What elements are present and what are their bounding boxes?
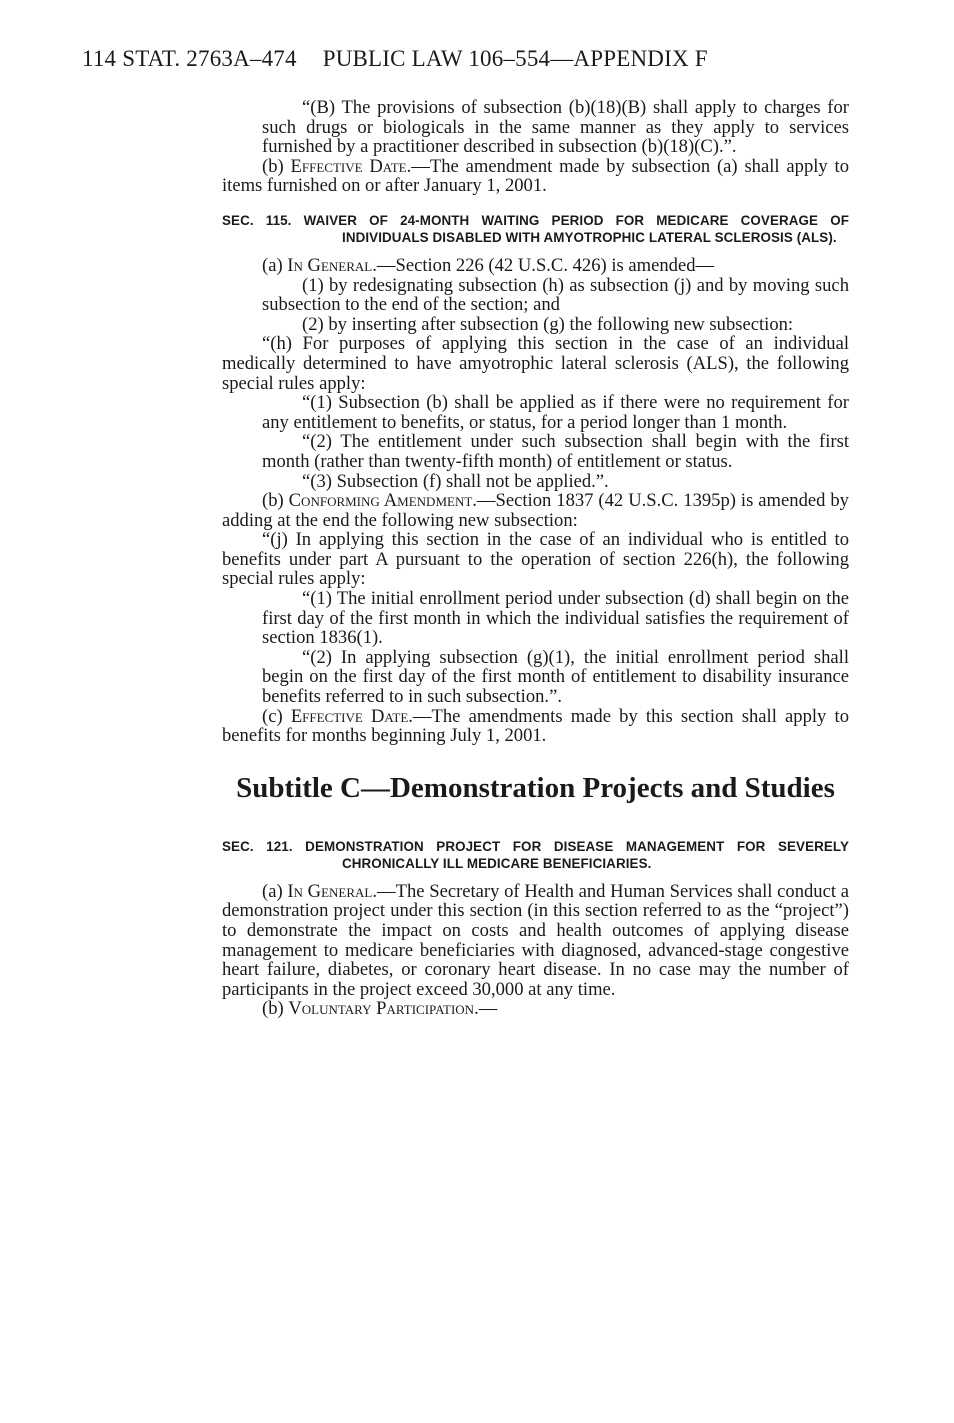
- paragraph-text: .—Section 1837 (42 U.S.C. 1395p) is amended by adding at the end the following new subsection:: [222, 490, 849, 531]
- paragraph-lead: (c): [262, 705, 291, 727]
- paragraph-quoted-j: “(j) In applying this section in the case of an individual who is entitled to benefits under part A pursuant to the operation of section 226(h), the following special rules apply:: [222, 529, 849, 590]
- paragraph-quoted-h2: “(2) The entitlement under such subsection shall begin with the first month (rather than twenty-fifth month) of entitlement or status.: [262, 431, 849, 472]
- paragraph-quoted-h1: “(1) Subsection (b) shall be applied as if there were no requirement for any entitlement to benefits, or status, for a period longer than 1 month.: [262, 392, 849, 433]
- paragraph-quoted-j2: “(2) In applying subsection (g)(1), the initial enrollment period shall begin on the first day of the first month of entitlement to disability insurance benefits referred to in such subsection.”.: [262, 646, 849, 708]
- paragraph-quoted-h3: “(3) Subsection (f) shall not be applied.”.: [302, 470, 609, 492]
- paragraph-text: .—The amendments made by this section shall apply to benefits for months beginning July 1, 2001.: [222, 705, 849, 747]
- document-body: [222, 98, 849, 1019]
- paragraph-item-1: (1) by redesignating subsection (h) as subsection (j) and by moving such subsection to the end of the section; and: [262, 274, 849, 316]
- paragraph-effective-date: [222, 157, 849, 196]
- paragraph-lead: (a): [262, 880, 288, 902]
- paragraph-lead: (b): [262, 998, 289, 1020]
- paragraph-quoted-h: “(h) For purposes of applying this section in the case of an individual medically determined to have amyotrophic lateral sclerosis (ALS), the following special rules apply:: [222, 333, 849, 394]
- paragraph-quoted-j1: “(1) The initial enrollment period under subsection (d) shall begin on the first day of the first month in which the individual satisfies the requirement of section 1836(1).: [262, 588, 849, 649]
- paragraph-lead: (a): [262, 254, 288, 276]
- paragraph-b-provisions: “(B) The provisions of subsection (b)(18)(B) shall apply to charges for such drugs or biologicals in the same manner as they apply to services furnished by a practitioner described in subsection (b)(18)(C).”.: [262, 97, 849, 158]
- section-heading-115: SEC. 115. WAIVER OF 24-MONTH WAITING PERIOD FOR MEDICARE COVERAGE OF INDIVIDUALS DISABLED WITH AMYOTROPHIC LATERAL SCLEROSIS (ALS).: [222, 212, 849, 245]
- paragraph-text: .—: [474, 998, 498, 1020]
- paragraph-text: .—The Secretary of Health and Human Services shall conduct a demonstration project under this section (in this section referred to as the “project”) to demonstrate the impact on costs and health outcomes of applying disease management to medicare beneficiaries with diagnosed, advanced-stage congestive heart failure, diabetes, or coronary heart disease. In no case may the number of participants in the project exceed 30,000 at any time.: [222, 880, 849, 1000]
- paragraph-lead: (b): [262, 155, 291, 177]
- paragraph-voluntary-participation: [222, 999, 849, 1019]
- paragraph-label: Effective Date: [290, 705, 409, 727]
- paragraph-conforming-amendment: [222, 491, 849, 530]
- public-law-title: PUBLIC LAW 106–554—APPENDIX F: [322, 46, 708, 71]
- paragraph-text: .—Section 226 (42 U.S.C. 426) is amended—: [372, 254, 715, 276]
- section-heading-121: SEC. 121. DEMONSTRATION PROJECT FOR DISEASE MANAGEMENT FOR SEVERELY CHRONICALLY ILL MEDICARE BENEFICIARIES.: [222, 838, 849, 871]
- paragraph-label: Voluntary Participation: [288, 998, 475, 1020]
- page-header: [82, 46, 708, 72]
- paragraph-label: In General: [287, 254, 373, 276]
- paragraph-label: In General: [287, 880, 373, 902]
- subtitle-heading: Subtitle C—Demonstration Projects and Studies: [236, 771, 835, 804]
- paragraph-effective-date-c: [222, 707, 849, 746]
- paragraph-item-2: (2) by inserting after subsection (g) the following new subsection:: [302, 313, 794, 335]
- paragraph-label: Conforming Amendment: [288, 490, 473, 512]
- paragraph-label: Effective Date: [290, 155, 407, 177]
- statute-citation: 114 STAT. 2763A–474: [82, 46, 297, 71]
- paragraph-lead: (b): [262, 490, 289, 512]
- paragraph-in-general: [222, 256, 849, 276]
- paragraph-in-general-121: [222, 882, 849, 1000]
- paragraph-text: .—The amendment made by subsection (a) shall apply to items furnished on or after January 1, 2001.: [222, 155, 849, 197]
